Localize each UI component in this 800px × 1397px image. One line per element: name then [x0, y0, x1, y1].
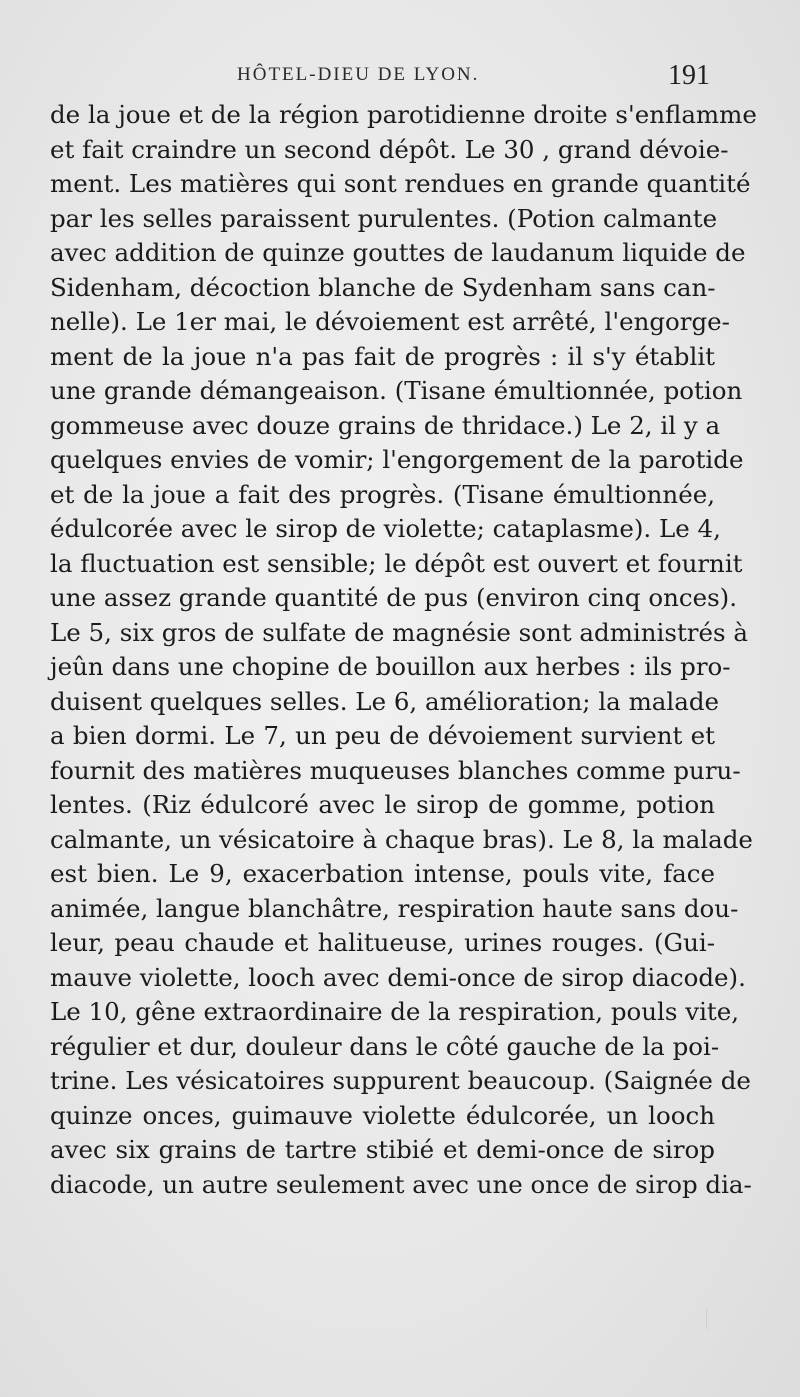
text-line: Sidenham, décoction blanche de Sydenham sans can-	[50, 272, 716, 302]
text-line: est bien. Le 9, exacerbation intense, pouls vite, face	[50, 859, 715, 888]
text-line: quinze onces, guimauve violette édulcorée, un looch	[50, 1100, 715, 1130]
text-line: fournit des matières muqueuses blanches comme puru-	[50, 755, 741, 785]
text-line: édulcorée avec le sirop de violette; cataplasme). Le 4,	[50, 514, 721, 543]
text-line: et de la joue a fait des progrès. (Tisane émultionnée,	[50, 479, 715, 509]
text-line: calmante, un vésicatoire à chaque bras). Le 8, la malade	[50, 824, 753, 854]
text-line: de la joue et de la région parotidienne droite s'enflamme	[50, 100, 757, 129]
text-line: leur, peau chaude et halitueuse, urines rouges. (Gui-	[50, 928, 715, 957]
text-line: par les selles paraissent purulentes. (Potion calmante	[50, 203, 718, 233]
text-line: duisent quelques selles. Le 6, amélioration; la malade	[50, 686, 720, 716]
text-line: animée, langue blanchâtre, respiration haute sans dou-	[50, 893, 739, 923]
text-line: mauve violette, looch avec demi-once de sirop diacode).	[50, 962, 746, 992]
text-line: ment de la joue n'a pas fait de progrès : il s'y établit	[50, 341, 715, 371]
margin-mark	[706, 1308, 713, 1330]
text-line: une assez grande quantité de pus (environ cinq onces).	[50, 583, 738, 612]
page-number: 191	[668, 60, 710, 91]
text-line: Le 5, six gros de sulfate de magnésie sont administrés à	[50, 617, 748, 647]
text-line: régulier et dur, douleur dans le côté gauche de la poi-	[50, 1031, 720, 1061]
text-line: la fluctuation est sensible; le dépôt est ouvert et fournit	[50, 548, 743, 578]
text-line: jeûn dans une chopine de bouillon aux herbes : ils pro-	[50, 652, 731, 681]
text-line: ment. Les matières qui sont rendues en grande quantité	[50, 169, 751, 198]
text-line: et fait craindre un second dépôt. Le 30 , grand dévoie-	[50, 134, 729, 164]
text-line: Le 10, gêne extraordinaire de la respiration, pouls vite,	[50, 997, 740, 1026]
text-line: avec addition de quinze gouttes de laudanum liquide de	[50, 238, 746, 267]
text-line: lentes. (Riz édulcoré avec le sirop de gomme, potion	[50, 790, 715, 819]
body-text	[50, 98, 757, 1202]
page-header	[0, 62, 800, 92]
text-line: gommeuse avec douze grains de thridace.) Le 2, il y a	[50, 410, 721, 440]
text-line: a bien dormi. Le 7, un peu de dévoiement survient et	[50, 721, 715, 750]
text-line: une grande démangeaison. (Tisane émultionnée, potion	[50, 376, 743, 405]
text-line: avec six grains de tartre stibié et demi-once de sirop	[50, 1135, 715, 1164]
text-line: diacode, un autre seulement avec une once de sirop dia-	[50, 1169, 752, 1199]
running-head: HÔTEL-DIEU DE LYON.	[237, 64, 480, 85]
text-line: quelques envies de vomir; l'engorgement de la parotide	[50, 445, 744, 474]
text-line: trine. Les vésicatoires suppurent beaucoup. (Saignée de	[50, 1066, 751, 1095]
text-line: nelle). Le 1er mai, le dévoiement est arrêté, l'engorge-	[50, 307, 730, 336]
